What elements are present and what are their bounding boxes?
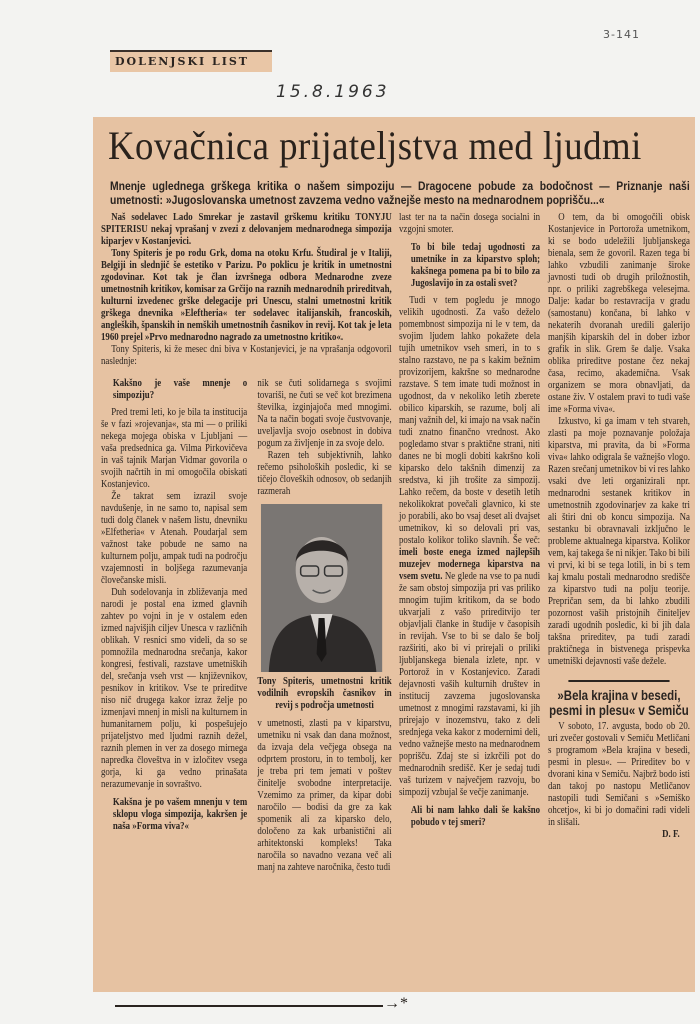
article-column-1 (101, 372, 247, 874)
person-portrait-icon (261, 504, 383, 672)
photo-caption: Tony Spiteris, umetnostni kritik vodilnih evropskih časnikov in revij s področja umetnosti (257, 676, 392, 711)
paragraph: Pred tremi leti, ko je bila ta institucija še v fazi »rojevanja«, sta mi — o priliki nekega mojega obiska v Ljubljani — vaša predsednica ga. Vilma Pirkovičeva in vaš tajnik Marjan Vidmar govorila o svojih načrtih in mi omogočila obiskati Kostanjevico. (101, 407, 248, 490)
paragraph: Razen teh subjektivnih, lahko rečemo psiholoških posledic, ki se tičejo človeških odnosov, ob sedanjih razmerah (257, 450, 392, 497)
paragraph: O tem, da bi omogočili obisk Kostanjevice in Portoroža umetnikom, ki se bodo udeležili ljubljanskega bienala, sem že govoril. Razen tega bi lahko vzbudili zanimanje široke javnosti tudi ob drugih priložnostih, npr. o priliki zagrebškega velesejma. Dalje: kadar bo restavracija v gradu (samostanu) končana, bi lahko v nekaterih dvoranah uredili galerijo manjših kiparskih del in dober izbor grafik in slik. Grem še dalje. Vsaka oblika prireditve postane čez nekaj časa, recimo, akademična. Vsak organizem se mora obnavljati, da ostane živ. V ostalem pravi to tudi vaše ime »Forma viva«. (548, 212, 690, 415)
article-column-4 (548, 212, 690, 841)
interview-question: Kakšna je po vašem mnenju v tem sklopu vloga simpozija, kakršen je naša »Forma viva?« (112, 797, 248, 832)
interview-question: To bi bile tedaj ugodnosti za umetnike in za kiparstvo sploh; kakšnega pomena pa bi to bilo za Jugoslavijo in za ostali svet? (410, 242, 541, 289)
article-column-3 (399, 212, 540, 834)
intro-paragraph: Tony Spiteris je po rodu Grk, doma na otoku Krfu. Študiral je v Italiji, Belgiji in slednjič še estetiko v Parizu. Po poklicu je kritik in umetnostni zgodovinar. Kot tak je član izvršnega odbora Mednarodne zveze umetnostnih kritikov, komisar za Grčijo na raznih mednarodnih prireditvah, kulturni izvedenec grške delegacije pri Unescu, stalni umetnostni kritik grškega dnevnika »Eleftheria« ter sodelavec italijanskih, francoskih, angleških, španskih in nemških umetnostnih časnikov in revij. Kot tak je leta 1960 prejel »Prvo mednarodno nagrado za umetnostno kritiko«. (101, 248, 392, 343)
article-left-block (101, 212, 392, 874)
article-subtitle: Mnenje uglednega grškega kritika o našem simpoziju — Dragocene pobude za bodočnost — Priznanje naši umetnosti: »Jugoslovanska umetnost zavzema vedno važnejše mesto na mednarodnem poprišču...« (110, 179, 690, 207)
side-article-headline: »Bela krajina v besedi, pesmi in plesu« v Semiču (549, 687, 689, 718)
emphasized-text: imeli boste enega izmed najlepših muzejev modernega kiparstva na vsem svetu. (399, 547, 541, 582)
portrait-photo (261, 504, 383, 672)
article-intro (101, 212, 392, 368)
article-headline: Kovačnica prijateljstva med ljudmi (108, 123, 642, 168)
end-mark: →* (384, 995, 408, 1012)
divider (568, 680, 669, 682)
article-column-2 (257, 372, 391, 874)
paragraph: Duh sodelovanja in zbliževanja med narodi je postal ena izmed glavnih zahtev po vojni in je v ostalem eden izmed najvišjih ciljev Unesca v različnih oblikah. V resnici smo videli, da so se pomnožila mednarodna srečanja, kakor kongresi, festivali, razstave umetniških del, srečanja vseh vrst — književnikov, pesnikov in kritikov. Vse te prireditve niso nič drugega kakor izraz želje po izmenjavi mnenj in misli na kulturnem in humanitarnem polju, ki pospešujejo prijateljstvo med ljudmi raznih dežel, raznih plemen in ver za dosego mirnega napredka človeštva in v izločitev vsega gorja, ki ga vedno prinašata nerazumevanje in sovraštvo. (101, 587, 248, 790)
paragraph (399, 295, 540, 799)
interview-question: Kakšno je vaše mnenje o simpoziju? (112, 378, 248, 401)
author-signature: D. F. (662, 828, 680, 840)
paragraph: Že takrat sem izrazil svoje navdušenje, in ne samo to, napisal sem tudi dolg članek v našem listu, dnevniku »Elfetheria« v Atenah. Poudarjal sem važnost take pobude ne samo na kulturnem polju, ampak tudi na področju vzajemnosti in boljšega razumevanja človečanske misli. (101, 491, 248, 586)
handwritten-date: 15.8.1963 (276, 82, 390, 102)
intro-paragraph: Naš sodelavec Lado Smrekar je zastavil grškemu kritiku TONYJU SPITERISU nekaj vprašanj v zvezi z delovanjem mednarodnega simpozija kiparjev v Kostanjevici. (101, 212, 392, 247)
intro-paragraph: Tony Spiteris, ki že mesec dni biva v Kostanjevici, je na vprašanja odgovoril naslednje: (101, 344, 392, 367)
archive-number: 3-141 (603, 28, 640, 41)
newspaper-masthead: DOLENJSKI LIST (110, 50, 272, 72)
interview-question: Ali bi nam lahko dali še kakšno pobudo v tej smeri? (410, 805, 541, 828)
paragraph-text: Tudi v tem pogledu je mnogo velikih ugodnosti. Za vašo deželo pomembnost simpozija ni le v tem, da svojim ljudem lahko pokažete dela tujih umetnikov vseh smeri, in to s stalno razstavo, ne pa s kakim bežnim provizorijem, kakršne so mednarodne razstave. S tem imate tudi možnost in ugodnost, da v nekoliko letih zberete obilico kiparskih, se razume, bolj ali manj važnih del, ki imajo na vsak način tudi znatno finančno vrednost. Ako pogledamo stvar s praktične strani, niti danes ne bi mogli dobiti kakršno koli kiparsko delo takšnih dimenzij za sredstva, ki jih trošite za simpozij. Lahko rečem, da boste v desetih letih nekolikokrat povečali glavnico, ki ste jo porabili, ako bo vsaj deset ali dvajset umetnikov, ki so delovali pri vas, postalo kolikor toliko slavnih. Še več: (399, 295, 541, 546)
left-columns (101, 372, 392, 874)
paragraph: Izkustvo, ki ga imam v teh stvareh, zlasti pa moje poznavanje položaja kiparstva, mi pravita, da bi »Forma viva« lahko odigrala še važnejšo vlogo. Razen srečanj umetnikov bi vi res lahko vsaki dve leti organizirali npr. mednarodni sestanek kritikov in umetnostnih zgodovinarjev za kake tri ali štiri dni ob koncu simpozija. Na sestanku bi obravnavali izključno le probleme aktualnega kiparstva. Kolikor vem, kaj takega še ni nikjer. Tako bi bili vi prvi, ki bi se tega lotili, in bi s tem kaj kmalu postali mednarodno središče za kiparstvo tudi na polju teorije. Prepričan sem, da bi lahko zbudili pozornost vaših pristojnih činiteljev zaradi ugodnih posledic, ki bi jih dala takšna prireditev, pa tudi zaradi praktičnega in bistvenega prispevka umetniški dejavnosti vaše dežele. (548, 416, 690, 667)
side-article-body: V soboto, 17. avgusta, bodo ob 20. uri zvečer gostovali v Semiču Metličani s programom »Bela krajina v besedi, pesmi in plesu«. — Prireditev bo v dvorani kina v Semiču. Najbrž bodo isti dan takoj po nastopu Metličanov nastopili tudi Semičani s »Semiško ohcetjo«, ki bi jo domačini radi videli in slišali. (548, 720, 690, 828)
paragraph: last ter na ta način dosega socialni in vzgojni smoter. (399, 212, 541, 235)
paragraph: nik se čuti solidarnega s svojimi tovariši, ne čuti se več kot brezimena številka, izginjajoča med mnogimi. Na ta način bogati svoje čustvovanje, uveljavlja svojo osebnost in dobiva pogum za življenje in za svoje delo. (257, 378, 392, 449)
paragraph: v umetnosti, zlasti pa v kiparstvu, umetniku ni vsak dan dana možnost, da izvaja dela večjega obsega na odprtem prostoru, in to tembolj, ker je treba pri tem jemati v poštev činitelje svobodne interpretacije. Vzemimo za primer, da kipar dobi naročilo — bodisi da gre za kak spomenik ali za kiparsko delo, določeno za kak urbanistični ali arhitektonski kompleks! Taka naročila so navadno vezana več ali manj na zahteve naročnika, često tudi (257, 718, 392, 873)
paragraph-text: Ne glede na vse to pa nudi že sam obstoj simpozija pri vas priliko mnogim tujim kritikom, da se bodo ukvarjali z vašo prireditvijo ter objavljali članke in študije v časopisih in revijah. Vse to bi se dalo še bolj razširiti, ako bi vi prirejali o priliki ljubljanskega bienala izlete, npr. v Portorož in v Kostanjevico. Zaradi dejavnosti vaših kulturnih društev in institucij zavzema jugoslovanska umetnost z mnogimi razstavami, ki jih prirejajo v inozemstvu, tako z deli srednjega veka kakor z modernimi deli, vedno važnejše mesto na mednarodnem poprišču. Zdaj ste si izkrčili pot do mednarodnih središč. Ker je sedaj tudi vaš turizem v največjem razvoju, bo simpozij vzbujal še večje zanimanje. (399, 571, 541, 798)
end-rule (115, 1005, 383, 1007)
